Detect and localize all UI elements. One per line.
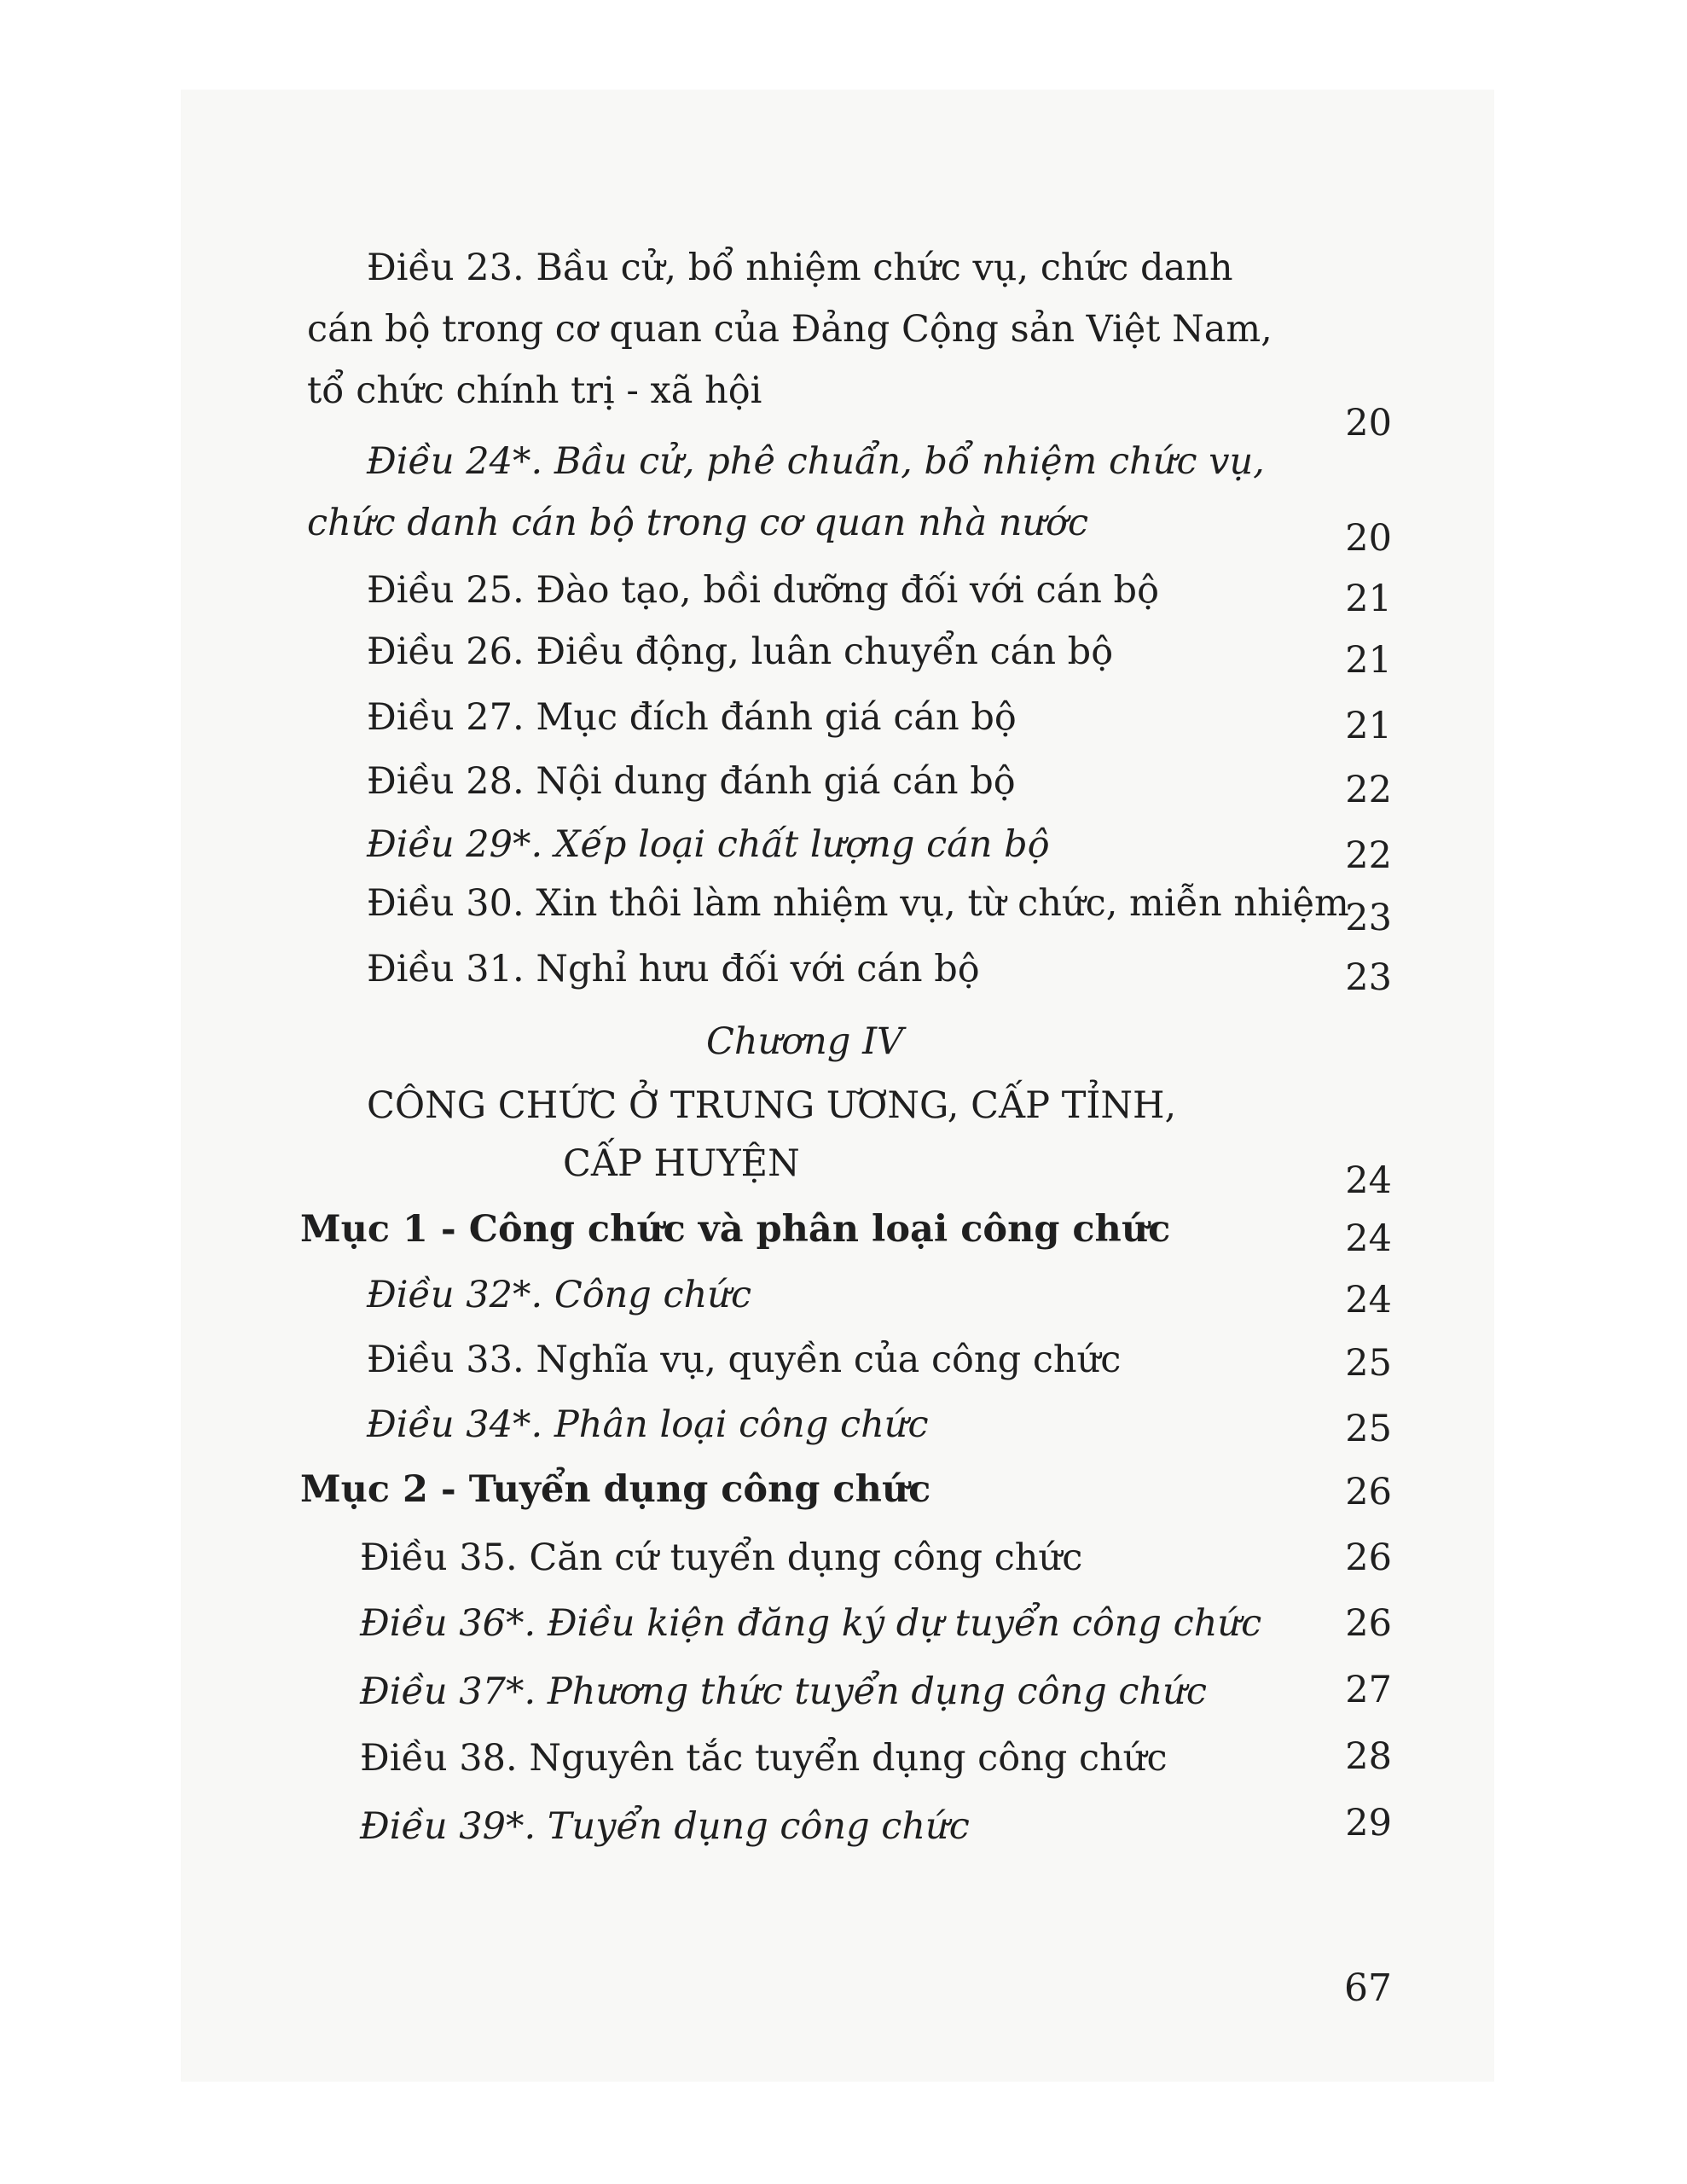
toc-entry-dieu-27: Điều 27. Mục đích đánh giá cán bộ xyxy=(367,696,1017,739)
toc-page-dieu-35: 26 xyxy=(1345,1536,1392,1579)
toc-entry-dieu-32: Điều 32*. Công chức xyxy=(367,1274,752,1316)
toc-entry-dieu-34: Điều 34*. Phân loại công chức xyxy=(367,1403,929,1446)
chapter-title-line-1: CÔNG CHỨC Ở TRUNG ƯƠNG, CẤP TỈNH, xyxy=(367,1084,1177,1127)
toc-page-dieu-32: 24 xyxy=(1345,1279,1392,1321)
toc-entry-dieu-23-line-1: Điều 23. Bầu cử, bổ nhiệm chức vụ, chức danh xyxy=(367,247,1233,289)
toc-page-dieu-28: 22 xyxy=(1345,769,1392,811)
toc-page-dieu-38: 28 xyxy=(1345,1735,1392,1778)
toc-entry-dieu-26: Điều 26. Điều động, luân chuyển cán bộ xyxy=(367,630,1114,673)
toc-entry-dieu-24-line-2: chức danh cán bộ trong cơ quan nhà nước xyxy=(307,502,1089,544)
toc-page-dieu-26: 21 xyxy=(1345,639,1392,682)
toc-entry-dieu-33: Điều 33. Nghĩa vụ, quyền của công chức xyxy=(367,1339,1122,1381)
book-page xyxy=(181,90,1494,2082)
toc-page-dieu-36: 26 xyxy=(1345,1602,1392,1645)
toc-entry-dieu-23-line-2: cán bộ trong cơ quan của Đảng Cộng sản Việt Nam, xyxy=(307,308,1272,351)
toc-page-dieu-33: 25 xyxy=(1345,1342,1392,1385)
toc-entry-dieu-30: Điều 30. Xin thôi làm nhiệm vụ, từ chức, miễn nhiệm xyxy=(367,882,1349,925)
toc-entry-dieu-37: Điều 37*. Phương thức tuyển dụng công chức xyxy=(360,1670,1207,1713)
toc-page-dieu-34: 25 xyxy=(1345,1408,1392,1450)
toc-entry-dieu-25: Điều 25. Đào tạo, bồi dưỡng đối với cán bộ xyxy=(367,569,1159,612)
toc-page-dieu-37: 27 xyxy=(1345,1669,1392,1711)
toc-page-section-2: 26 xyxy=(1345,1471,1392,1513)
toc-entry-dieu-29: Điều 29*. Xếp loại chất lượng cán bộ xyxy=(367,823,1050,866)
table-of-contents xyxy=(181,90,1494,2082)
section-1-title: Mục 1 - Công chức và phân loại công chức xyxy=(300,1208,1171,1251)
toc-page-chapter-iv: 24 xyxy=(1345,1159,1392,1202)
toc-page-dieu-29: 22 xyxy=(1345,834,1392,877)
toc-entry-dieu-36: Điều 36*. Điều kiện đăng ký dự tuyển công chức xyxy=(360,1602,1262,1645)
toc-page-dieu-30: 23 xyxy=(1345,897,1392,939)
toc-page-dieu-25: 21 xyxy=(1345,578,1392,620)
toc-entry-dieu-35: Điều 35. Căn cứ tuyển dụng công chức xyxy=(360,1536,1083,1579)
toc-entry-dieu-31: Điều 31. Nghỉ hưu đối với cán bộ xyxy=(367,948,980,990)
toc-page-dieu-23: 20 xyxy=(1345,402,1392,444)
page-number: 67 xyxy=(1344,1966,1392,2010)
toc-page-dieu-27: 21 xyxy=(1345,705,1392,747)
toc-entry-dieu-38: Điều 38. Nguyên tắc tuyển dụng công chức xyxy=(360,1737,1168,1780)
toc-page-dieu-39: 29 xyxy=(1345,1802,1392,1844)
chapter-label: Chương IV xyxy=(706,1020,904,1063)
toc-entry-dieu-23-line-3: tổ chức chính trị - xã hội xyxy=(307,369,762,412)
toc-entry-dieu-24-line-1: Điều 24*. Bầu cử, phê chuẩn, bổ nhiệm chức vụ, xyxy=(367,440,1265,483)
toc-entry-dieu-39: Điều 39*. Tuyển dụng công chức xyxy=(360,1805,970,1848)
section-2-title: Mục 2 - Tuyển dụng công chức xyxy=(300,1468,931,1511)
toc-page-section-1: 24 xyxy=(1345,1217,1392,1260)
toc-page-dieu-31: 23 xyxy=(1345,956,1392,999)
toc-page-dieu-24: 20 xyxy=(1345,517,1392,560)
toc-entry-dieu-28: Điều 28. Nội dung đánh giá cán bộ xyxy=(367,760,1016,803)
chapter-title-line-2: CẤP HUYỆN xyxy=(563,1142,800,1185)
